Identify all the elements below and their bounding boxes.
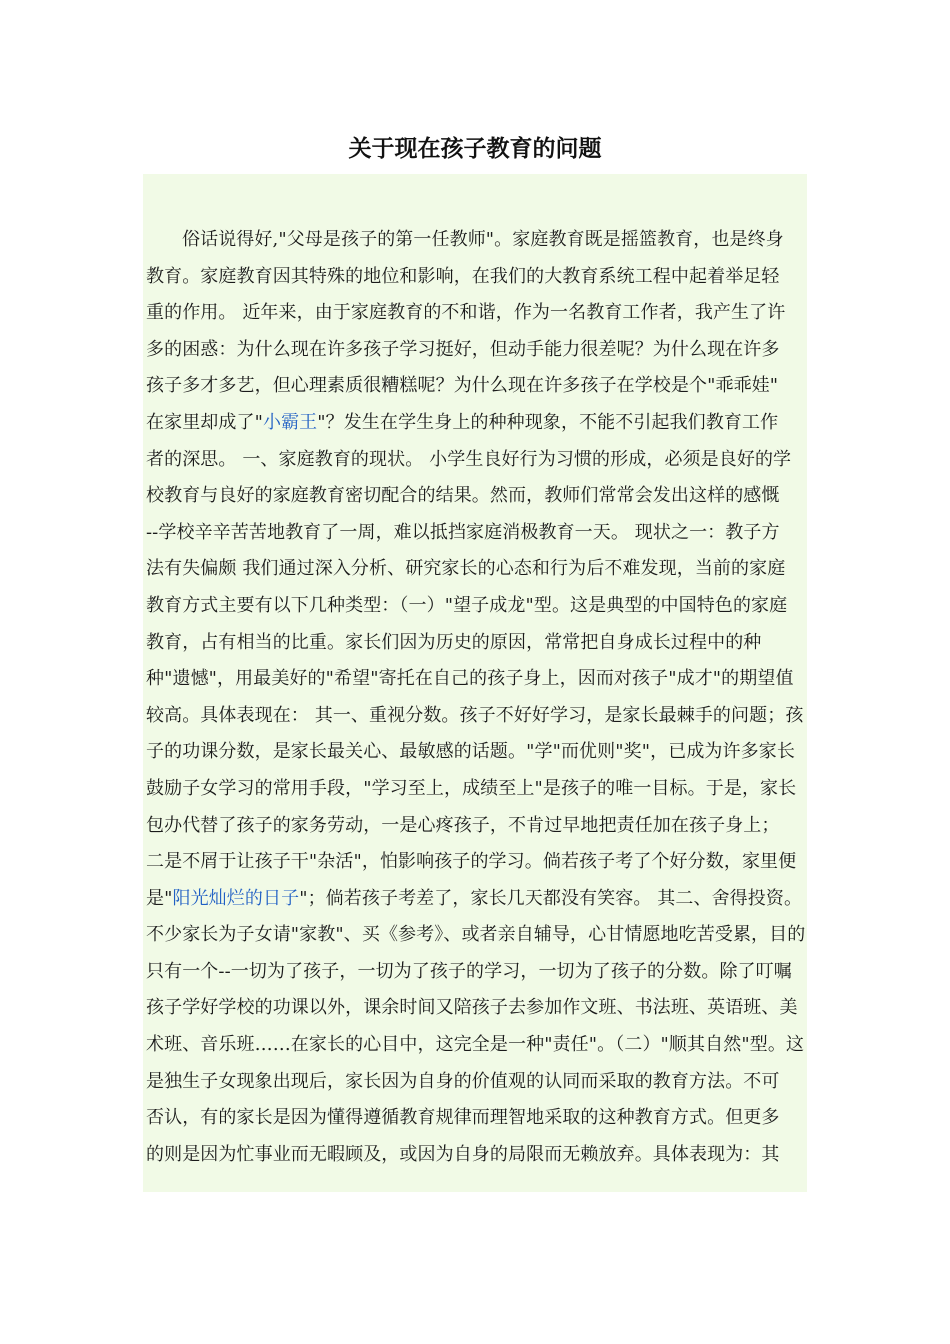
article-line: [146, 442, 806, 479]
text-segment: 否认，有的家长是因为懂得遵循教育规律而理智地采取的这种教育方式。但更多: [146, 1107, 780, 1129]
article-line: [146, 332, 806, 369]
text-segment: 不少家长为子女请"家教"、买《参考》、或者亲自辅导，心甘情愿地吃苦受累，目的: [146, 924, 806, 946]
text-segment: 鼓励子女学习的常用手段，"学习至上，成绩至上"是孩子的唯一目标。于是，家长: [146, 777, 797, 799]
text-segment: 是独生子女现象出现后，家长因为自身的价值观的认同而采取的教育方法。不可: [146, 1070, 780, 1092]
article-line: [146, 222, 806, 259]
article-line: [146, 478, 806, 515]
article-line: [146, 515, 806, 552]
inline-link[interactable]: 小霸王: [262, 411, 318, 433]
text-segment: 只有一个--一切为了孩子，一切为了孩子的学习，一切为了孩子的分数。除了叮嘱: [146, 960, 792, 982]
text-segment: 包办代替了孩子的家务劳动，一是心疼孩子，不肯过早地把责任加在孩子身上；: [146, 814, 780, 836]
article-line: [146, 1137, 806, 1174]
text-segment: 俗话说得好,"父母是孩子的第一任教师"。家庭教育既是摇篮教育，也是终身: [182, 229, 784, 250]
text-segment: 教育，占有相当的比重。家长们因为历史的原因，常常把自身成长过程中的种: [146, 631, 762, 653]
text-segment: 子的功课分数，是家长最关心、最敏感的话题。"学"而优则"奖"，已成为许多家长: [146, 741, 795, 763]
article-line: [146, 588, 806, 625]
text-segment: 重的作用。 近年来，由于家庭教育的不和谐，作为一名教育工作者，我产生了许: [146, 302, 786, 324]
article-line: [146, 881, 806, 918]
article-line: [146, 661, 806, 698]
text-segment: 是": [146, 887, 173, 909]
article-line: [146, 917, 806, 954]
article-line: [146, 990, 806, 1027]
text-segment: 孩子学好学校的功课以外，课余时间又陪孩子去参加作文班、书法班、英语班、美: [146, 997, 798, 1019]
article-line: [146, 771, 806, 808]
text-segment: 校教育与良好的家庭教育密切配合的结果。然而，教师们常常会发出这样的感慨: [146, 485, 780, 507]
article-body: [146, 222, 806, 1173]
text-segment: 者的深思。 一、家庭教育的现状。 小学生良好行为习惯的形成，必须是良好的学: [146, 448, 792, 470]
text-segment: 教育方式主要有以下几种类型：（一）"望子成龙"型。这是典型的中国特色的家庭: [146, 594, 788, 616]
article-line: [146, 368, 806, 405]
article-line: [146, 295, 806, 332]
article-line: [146, 625, 806, 662]
text-segment: 的则是因为忙事业而无暇顾及，或因为自身的局限而无赖放弃。具体表现为：其: [146, 1143, 780, 1165]
article-line: [146, 259, 806, 296]
article-line: [146, 698, 806, 735]
article-line: [146, 551, 806, 588]
article-line: [146, 844, 806, 881]
text-segment: --学校辛辛苦苦地教育了一周，难以抵挡家庭消极教育一天。 现状之一：教子方: [146, 521, 780, 543]
article-line: [146, 405, 806, 442]
text-segment: 术班、音乐班……在家长的心目中，这完全是一种"责任"。（二）"顺其自然"型。这: [146, 1034, 805, 1056]
text-segment: 较高。具体表现在： 其一、重视分数。孩子不好好学习，是家长最棘手的问题；孩: [146, 704, 804, 726]
text-segment: 多的困惑：为什么现在许多孩子学习挺好，但动手能力很差呢？为什么现在许多: [146, 338, 780, 360]
article-line: [146, 1064, 806, 1101]
article-line: [146, 1100, 806, 1137]
article-line: [146, 734, 806, 771]
text-segment: 二是不屑于让孩子干"杂活"，怕影响孩子的学习。倘若孩子考了个好分数，家里便: [146, 851, 797, 873]
inline-link[interactable]: 阳光灿烂的日子: [172, 887, 300, 909]
text-segment: "？发生在学生身上的种种现象，不能不引起我们教育工作: [317, 411, 779, 433]
text-segment: 在家里却成了": [146, 411, 263, 433]
text-segment: "；倘若孩子考差了，家长几天都没有笑容。 其二、舍得投资。: [299, 887, 803, 909]
text-segment: 教育。家庭教育因其特殊的地位和影响，在我们的大教育系统工程中起着举足轻: [146, 265, 780, 287]
text-segment: 孩子多才多艺，但心理素质很糟糕呢？为什么现在许多孩子在学校是个"乖乖娃": [146, 375, 779, 397]
text-segment: 法有失偏颇 我们通过深入分析、研究家长的心态和行为后不难发现，当前的家庭: [146, 558, 786, 580]
page-title: 关于现在孩子教育的问题: [348, 136, 602, 162]
article-line: [146, 1027, 806, 1064]
text-segment: 种"遗憾"，用最美好的"希望"寄托在自己的孩子身上，因而对孩子"成才"的期望值: [146, 668, 794, 690]
article-line: [146, 808, 806, 845]
article-line: [146, 954, 806, 991]
